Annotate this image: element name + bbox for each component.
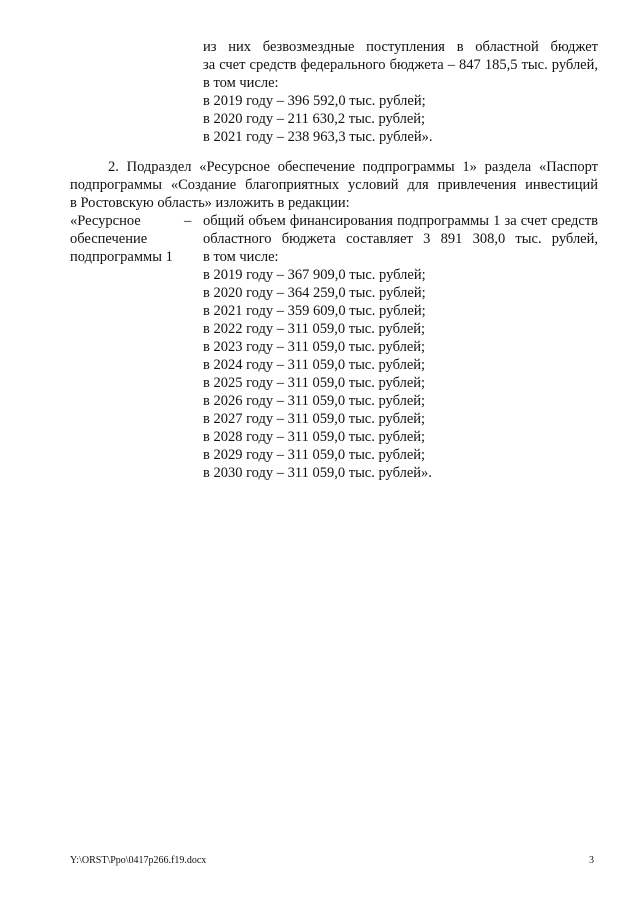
text-line: 2. Подраздел «Ресурсное обеспечение подпрограммы 1» раздела «Паспорт — [108, 159, 598, 175]
label-line: обеспечение — [70, 231, 148, 247]
text-line: подпрограммы «Создание благоприятных условий для привлечения инвестиций — [70, 177, 598, 193]
footer-file-path: Y:\ORST\Ppo\0417p266.f19.docx — [70, 855, 207, 866]
year-line: в 2020 году – 364 259,0 тыс. рублей; — [203, 285, 426, 301]
text-line: общий объем финансирования подпрограммы 1 за счет средств — [203, 213, 598, 229]
year-line: в 2019 году – 367 909,0 тыс. рублей; — [203, 267, 426, 283]
year-line: в 2024 году – 311 059,0 тыс. рублей; — [203, 357, 426, 373]
year-line: в 2027 году – 311 059,0 тыс. рублей; — [203, 411, 426, 427]
year-line: в 2023 году – 311 059,0 тыс. рублей; — [203, 339, 426, 355]
year-line: в 2020 году – 211 630,2 тыс. рублей; — [203, 111, 426, 127]
text-line: в Ростовскую область» изложить в редакции: — [70, 195, 350, 211]
year-line: в 2030 году – 311 059,0 тыс. рублей». — [203, 465, 432, 481]
text-line: за счет средств федерального бюджета – 847 185,5 тыс. рублей, — [203, 57, 598, 73]
amendment-paragraph-2 — [70, 158, 598, 212]
year-line: в 2029 году – 311 059,0 тыс. рублей; — [203, 447, 426, 463]
text-line: в том числе: — [203, 249, 279, 265]
page-number: 3 — [589, 855, 594, 866]
label-dash: – — [184, 213, 192, 229]
funding-continuation-block — [203, 38, 598, 146]
year-line: в 2019 году – 396 592,0 тыс. рублей; — [203, 93, 426, 109]
text-line: в том числе: — [203, 75, 279, 91]
year-line: в 2022 году – 311 059,0 тыс. рублей; — [203, 321, 426, 337]
text-line: из них безвозмездные поступления в областной бюджет — [203, 39, 598, 55]
year-line: в 2028 году – 311 059,0 тыс. рублей; — [203, 429, 426, 445]
year-line: в 2025 году – 311 059,0 тыс. рублей; — [203, 375, 426, 391]
label-line: подпрограммы 1 — [70, 249, 173, 265]
year-line: в 2021 году – 238 963,3 тыс. рублей». — [203, 129, 433, 145]
label-line: «Ресурсное — [70, 213, 141, 229]
text-line: областного бюджета составляет 3 891 308,0 тыс. рублей, — [203, 231, 598, 247]
year-line: в 2021 году – 359 609,0 тыс. рублей; — [203, 303, 426, 319]
resource-label — [70, 212, 180, 266]
resource-details — [203, 212, 598, 482]
year-line: в 2026 году – 311 059,0 тыс. рублей; — [203, 393, 426, 409]
